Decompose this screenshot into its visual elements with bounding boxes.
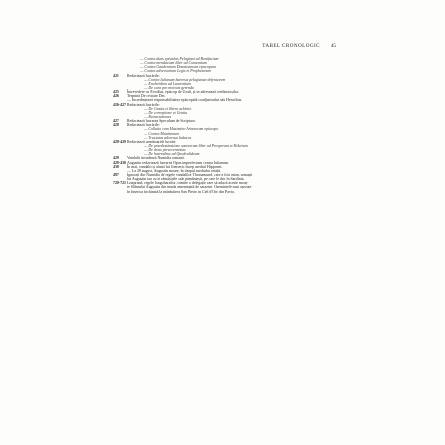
entry-year: 497 xyxy=(113,172,119,177)
entry-year: 720-721 xyxy=(113,181,126,186)
entry-text: — Collatio cum Maximino Arianorum episcopo xyxy=(144,127,219,132)
entry-text: — De Gratia et libero arbitrio xyxy=(144,106,192,111)
page-header xyxy=(110,43,336,55)
page-number: 45 xyxy=(330,43,336,49)
entry-text: — De praedestinatione sanctorum liber ad Prosperum et Hilarium xyxy=(144,143,248,148)
entry-year: 426-427 xyxy=(113,102,126,107)
entry-text: — Contra Iulianum haeresis pelagianae defensorem xyxy=(144,77,226,82)
entry-text: — Încredințează responsabilitatea episcopală coadjutorului său Heraclius. xyxy=(127,98,243,103)
entry-text: în biserica închinată la mănăstirea San Pietro in Ciel d'Oro din Pavia. xyxy=(127,189,235,194)
entry-year: 425 xyxy=(113,90,119,95)
entry-text: Augustin redactează lucrarea Opus imperfectum contra Iulianum. xyxy=(127,160,229,165)
entry-year: 427 xyxy=(113,119,119,124)
entry-text: În mai, vandalii și alanii lui Genseric încep asediul Hipponei. xyxy=(127,164,223,169)
entry-text: — Contra Maximinum xyxy=(144,131,180,136)
entry-text: lui Augustin iau cu ei rămășițele sale pământești, pe care le duc în Sardinia. xyxy=(127,177,245,182)
running-title: TABEL CRONOLOGIC xyxy=(262,43,320,49)
entry-text: — Contra mendacium liber ad Consentium xyxy=(140,61,208,66)
entry-year: 428 xyxy=(113,123,119,128)
entry-text: Redactează lucrările: xyxy=(127,102,160,107)
entry-text: — Contra Gaudentium Donatistarum episcopum xyxy=(140,65,216,70)
entry-text: Redactează următoarele lucrări: xyxy=(127,139,177,144)
entry-text: — De cura pro mortuis gerenda xyxy=(144,85,194,90)
entry-text: — Retractationes xyxy=(144,114,172,119)
entry-text: Liutprand, regele longobarzilor, trimite o delegație care să aducă aceste moaș- xyxy=(127,181,249,186)
entry-text: — Tractatus adversus Iudaeos xyxy=(144,135,192,140)
entry-text: — Enchiridion ad Laurentium xyxy=(144,81,191,86)
entry-text: Redactează lucrările: xyxy=(127,73,160,78)
entry-text: Întrevedere cu Evodius, episcop de Uzali, și se adresează credincioșilor. xyxy=(127,90,239,95)
entry-text: — De haeresibus ad Quodvultdeum xyxy=(144,152,200,157)
entry-text: Ignorați din Numidia de regele vandalilor Thrasamund, care a fost arian, urmașii xyxy=(127,172,253,177)
entry-text: Termină De civitate Dei. xyxy=(127,94,166,99)
entry-year: 429-430 xyxy=(113,160,126,165)
chronology-list xyxy=(113,57,333,194)
entry-year: 429 xyxy=(113,156,119,161)
entry-text: Redactează lucrările: xyxy=(127,123,160,128)
entry-text: — La 28 august, Augustin moare, în timpul asediului cetății. xyxy=(127,168,222,173)
entry-text: Redactează lucrarea Speculum de Scriptura. xyxy=(127,119,196,124)
entry-text: Vandalii invadează Numidia romană. xyxy=(127,156,185,161)
entry-year: 428-429 xyxy=(113,139,126,144)
entry-year: 430 xyxy=(113,164,119,169)
entry-text: — Contra duas epistulas Pelagiani ad Bonifacium xyxy=(140,57,219,61)
entry-text: — Contra adversarium Legis et Prophetarum xyxy=(140,69,211,74)
entry-text: — De correptione et Gratia xyxy=(144,110,188,115)
chronology-entry xyxy=(113,190,333,194)
entry-text: — De dono perseverantiae xyxy=(144,148,186,153)
entry-year: 421 xyxy=(113,73,119,78)
entry-year: 426 xyxy=(113,94,119,99)
entry-text: te Sfântului Augustin din insula amenințată de sarazini. Osemintele sunt așezate xyxy=(127,185,252,190)
